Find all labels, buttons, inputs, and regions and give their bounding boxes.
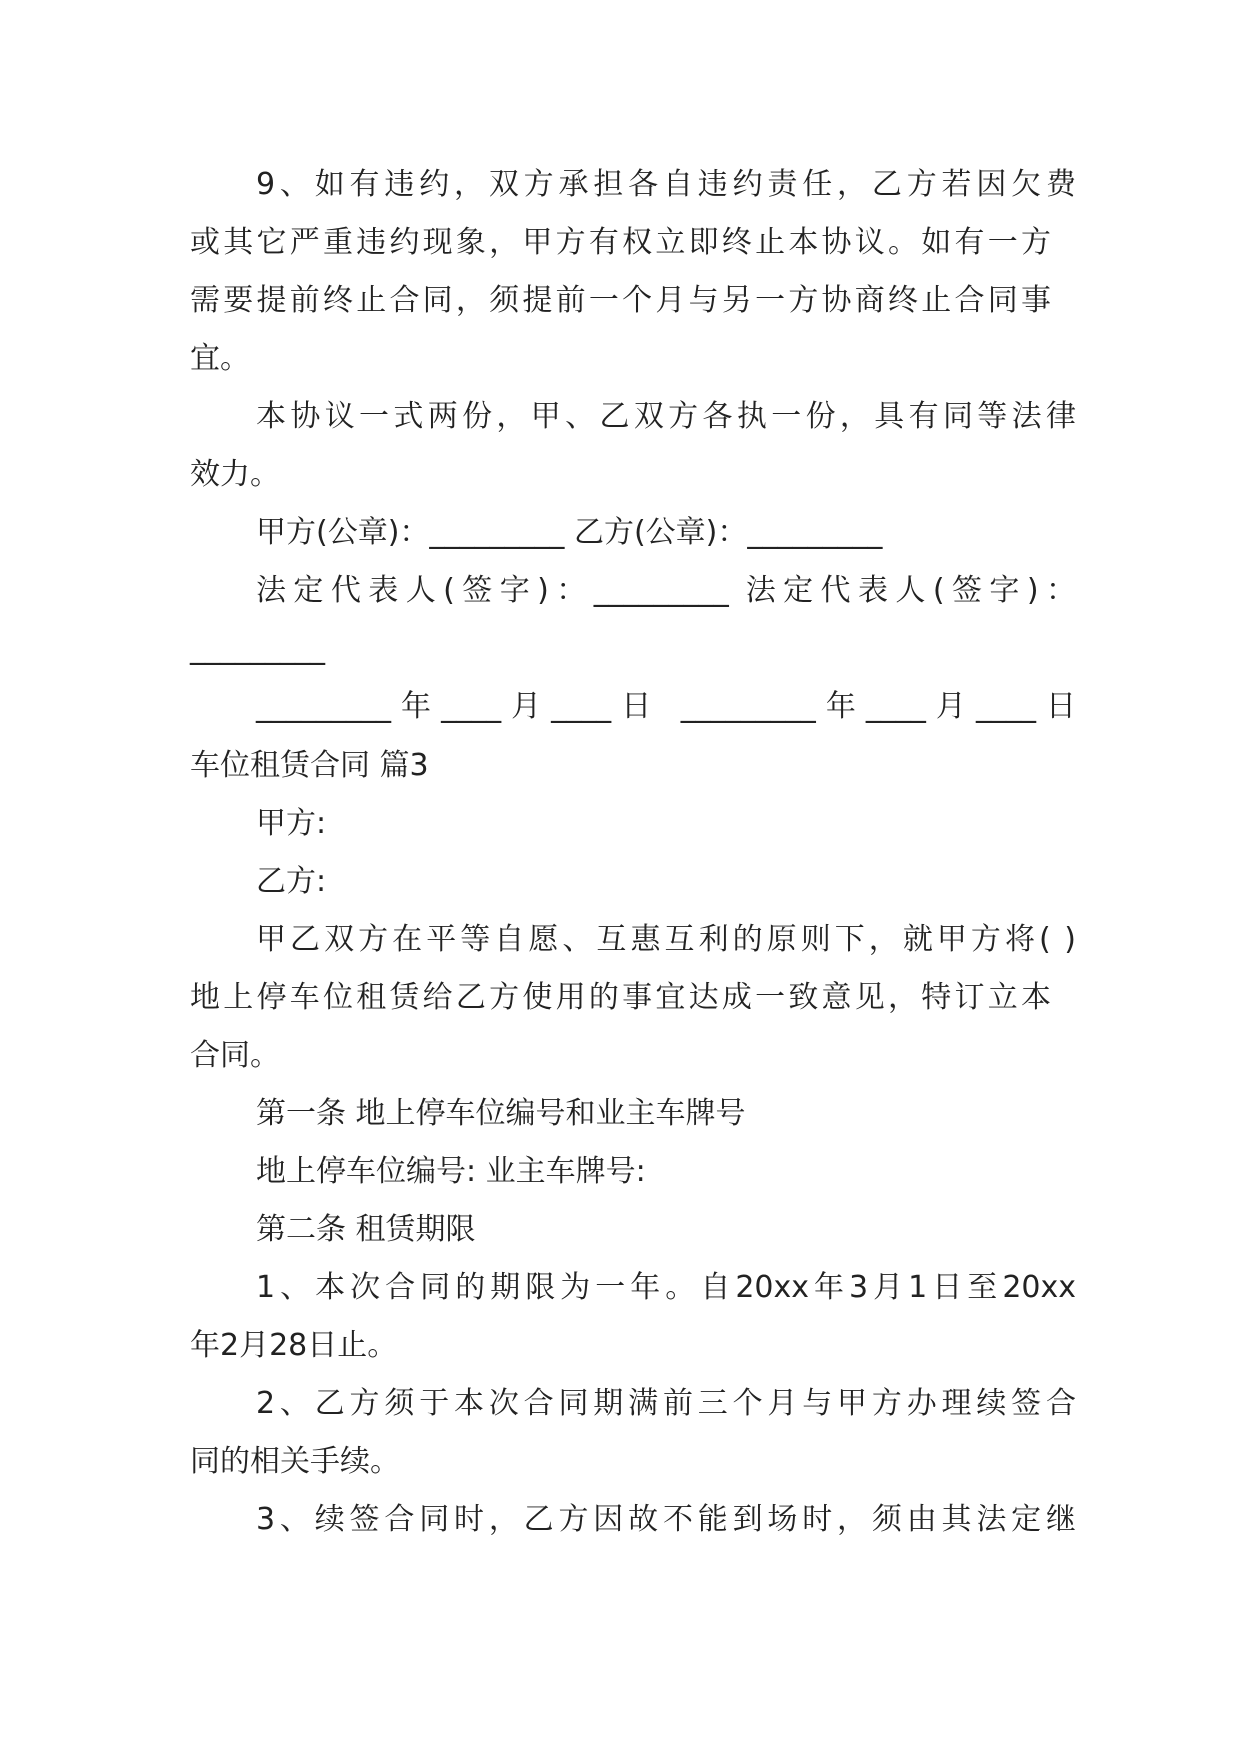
signature-blank: _________ xyxy=(190,631,325,666)
party-b-label: 乙方: xyxy=(256,864,327,899)
party-a-label: 甲方: xyxy=(256,806,327,841)
date-line: _________年____月____日 _________年____月____日 xyxy=(256,689,1076,724)
article-heading: 第一条 地上停车位编号和业主车牌号 xyxy=(256,1096,746,1131)
signature-line-seal: 甲方(公章)：_________ 乙方(公章)：_________ xyxy=(256,515,883,550)
paragraph-line: 1、本次合同的期限为一年。自20xx年3月1日至20xx xyxy=(256,1270,1076,1305)
paragraph-line: 9、如有违约，双方承担各自违约责任，乙方若因欠费 xyxy=(256,167,1076,202)
paragraph-line: 合同。 xyxy=(190,1038,280,1073)
paragraph-line: 地上停车位租赁给乙方使用的事宜达成一致意见，特订立本 xyxy=(190,980,1051,1015)
paragraph-line: 需要提前终止合同，须提前一个月与另一方协商终止合同事 xyxy=(190,283,1051,318)
paragraph-line: 3、续签合同时，乙方因故不能到场时，须由其法定继 xyxy=(256,1502,1076,1537)
paragraph-line: 甲乙双方在平等自愿、互惠互利的原则下，就甲方将( ) xyxy=(256,922,1076,957)
section-title: 车位租赁合同 篇3 xyxy=(190,748,429,783)
paragraph-line: 同的相关手续。 xyxy=(190,1444,400,1479)
paragraph-line: 2、乙方须于本次合同期满前三个月与甲方办理续签合 xyxy=(256,1386,1076,1421)
signature-line-representative: 法定代表人(签字)：_________ 法定代表人(签字)： xyxy=(256,573,1076,608)
paragraph-line: 宜。 xyxy=(190,341,250,376)
paragraph-line: 效力。 xyxy=(190,457,280,492)
paragraph-line: 或其它严重违约现象，甲方有权立即终止本协议。如有一方 xyxy=(190,225,1051,260)
paragraph-line: 地上停车位编号: 业主车牌号: xyxy=(256,1154,646,1189)
paragraph-line: 年2月28日止。 xyxy=(190,1328,398,1363)
article-heading: 第二条 租赁期限 xyxy=(256,1212,476,1247)
paragraph-line: 本协议一式两份，甲、乙双方各执一份，具有同等法律 xyxy=(256,399,1076,434)
